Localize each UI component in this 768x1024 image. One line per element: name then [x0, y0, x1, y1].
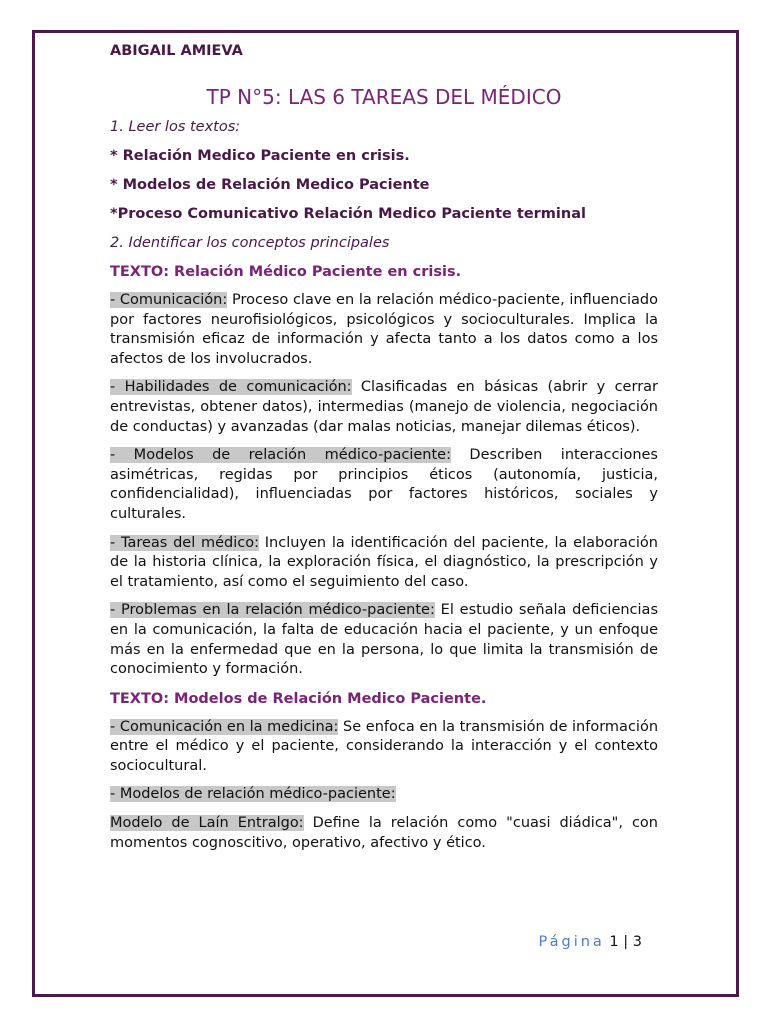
concept-term: - Tareas del médico:	[110, 534, 260, 551]
concept-term: - Comunicación:	[110, 292, 228, 308]
concept-text: Se enfoca en la transmisión de información entre el médico y el paciente, considerando la interacción y el contexto sociocultural.	[110, 718, 659, 774]
concept-text: Define la relación como "cuasi diádica", con momentos cognoscitivo, operativo, afectivo y ético.	[110, 815, 658, 851]
concept-paragraph	[110, 601, 658, 679]
concept-paragraph	[110, 378, 658, 437]
concept-paragraph	[110, 785, 658, 805]
text-list-item: * Modelos de Relación Medico Paciente	[110, 177, 430, 193]
concept-text: Proceso clave en la relación médico-paciente, influenciado por factores neurofisiológicos, psicológicos y socioculturales. Implica la transmisión eficaz de información y afecta tanto a los datos como a los afectos de los involucrados.	[110, 292, 658, 367]
concept-term: - Comunicación en la medicina:	[110, 718, 339, 735]
step-identify: 2. Identificar los conceptos principales	[110, 235, 390, 251]
page-separator: |	[623, 934, 629, 950]
concept-paragraph	[110, 718, 658, 777]
section-heading-models: TEXTO: Modelos de Relación Medico Paciente.	[110, 690, 487, 707]
concept-term: Modelo de Laín Entralgo:	[110, 815, 304, 832]
page-label: Página	[538, 934, 605, 950]
section-heading-crisis: TEXTO: Relación Médico Paciente en crisis.	[110, 264, 462, 280]
concept-term: - Modelos de relación médico-paciente:	[110, 447, 451, 464]
concept-term: - Problemas en la relación médico-paciente:	[110, 602, 435, 619]
page-footer	[539, 932, 642, 952]
step-read: 1. Leer los textos:	[110, 119, 241, 135]
concept-paragraph	[110, 534, 658, 593]
author-name: ABIGAIL AMIEVA	[110, 43, 243, 59]
concept-paragraph	[110, 814, 658, 853]
page-number: 1	[609, 934, 619, 950]
text-list-item: * Relación Medico Paciente en crisis.	[110, 148, 410, 164]
text-list-item: *Proceso Comunicativo Relación Medico Paciente terminal	[110, 206, 586, 222]
concept-text: Incluyen la identificación del paciente, la elaboración de la historia clínica, la exploración física, el diagnóstico, la prescripción y el tratamiento, así como el seguimiento del caso.	[110, 534, 658, 590]
concept-term: - Habilidades de comunicación:	[110, 379, 352, 396]
concept-term: - Modelos de relación médico-paciente:	[110, 786, 396, 803]
page-total: 3	[632, 934, 642, 950]
document-title: TP N°5: LAS 6 TAREAS DEL MÉDICO	[206, 85, 562, 109]
document-page	[110, 40, 658, 853]
concept-text: Clasificadas en básicas (abrir y cerrar entrevistas, obtener datos), intermedias (manejo de violencia, negociación de conductas) y avanzadas (dar malas noticias, manejar dilemas éticos).	[110, 379, 658, 435]
concept-paragraph	[110, 291, 658, 369]
concept-text: El estudio señala deficiencias en la comunicación, la falta de educación hacia el paciente, y un enfoque más en la enfermedad que en la persona, lo que limita la transmisión de conocimiento y formación.	[110, 602, 658, 678]
concept-paragraph	[110, 446, 658, 524]
concept-text: Describen interacciones asimétricas, regidas por principios éticos (autonomía, justicia, confidencialidad), influenciadas por factores históricos, sociales y culturales.	[110, 447, 658, 522]
